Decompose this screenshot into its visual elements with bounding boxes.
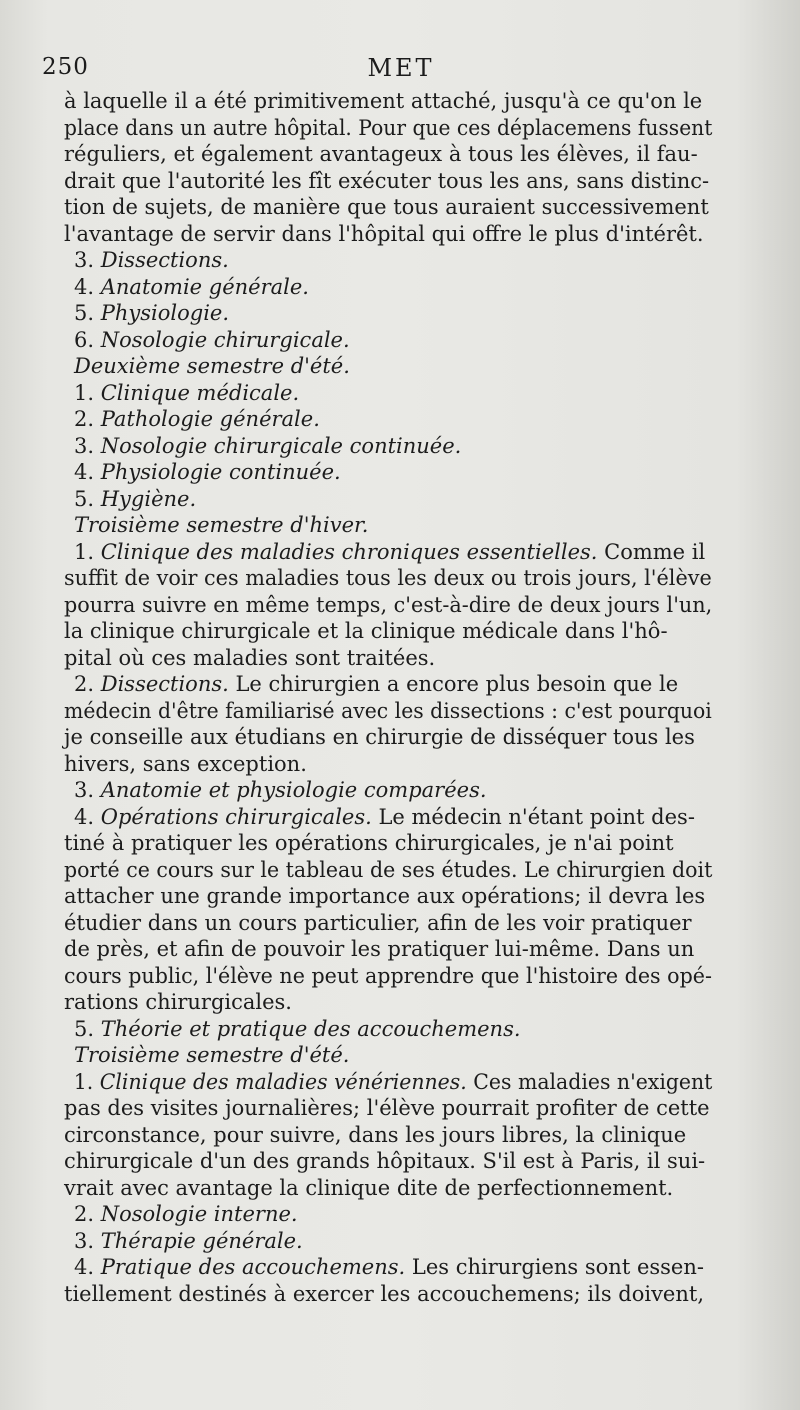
text-line: médecin d'être familiarisé avec les dissections : c'est pourquoi bbox=[64, 698, 712, 723]
item-title: Pathologie générale. bbox=[100, 407, 320, 431]
item-number: 4. bbox=[74, 1255, 95, 1279]
semester-heading: Troisième semestre d'hiver. bbox=[74, 513, 369, 537]
course-item bbox=[64, 486, 712, 513]
text-line: tiné à pratiquer les opérations chirurgicales, je n'ai point bbox=[64, 831, 674, 855]
item-number: 4. bbox=[74, 804, 95, 829]
item-number: 1. bbox=[73, 1069, 94, 1094]
text-line: la clinique chirurgicale et la clinique médicale dans l'hô- bbox=[64, 619, 668, 643]
text-line: place dans un autre hôpital. Pour que ces déplacemens fussent bbox=[64, 115, 713, 140]
course-item bbox=[64, 539, 712, 566]
semester-heading: Deuxième semestre d'été. bbox=[74, 354, 350, 378]
course-item bbox=[64, 300, 712, 327]
course-item bbox=[64, 671, 712, 698]
text-line: de près, et afin de pouvoir les pratiquer lui-même. Dans un bbox=[64, 937, 695, 961]
running-head: MET bbox=[367, 54, 435, 82]
text-line: hivers, sans exception. bbox=[64, 751, 307, 776]
text-line: l'avantage de servir dans l'hôpital qui offre le plus d'intérêt. bbox=[64, 221, 704, 246]
text-line: étudier dans un cours particulier, afin de les voir pratiquer bbox=[64, 910, 692, 935]
item-number: 3. bbox=[74, 1228, 95, 1253]
text-line: à laquelle il a été primitivement attaché, jusqu'à ce qu'on le bbox=[64, 89, 703, 113]
item-title: Thérapie générale. bbox=[100, 1228, 303, 1253]
course-item bbox=[64, 459, 712, 486]
item-number: 3. bbox=[74, 248, 95, 272]
item-title: Anatomie générale. bbox=[100, 274, 309, 299]
text-line: chirurgicale d'un des grands hôpitaux. S'il est à Paris, il sui- bbox=[64, 1149, 706, 1173]
item-title: Dissections. bbox=[100, 248, 229, 272]
item-number: 3. bbox=[74, 778, 95, 802]
course-item bbox=[64, 380, 712, 407]
course-item bbox=[64, 1254, 712, 1281]
text-line: je conseille aux étudians en chirurgie de disséquer tous les bbox=[64, 725, 695, 749]
item-title: Physiologie continuée. bbox=[100, 460, 341, 484]
text-line: cours public, l'élève ne peut apprendre que l'histoire des opé- bbox=[64, 963, 712, 988]
body-text bbox=[64, 88, 712, 1307]
semester-heading: Troisième semestre d'été. bbox=[74, 1043, 350, 1067]
item-title: Pratique des accouchemens. bbox=[100, 1255, 406, 1279]
item-title: Dissections. bbox=[100, 672, 229, 696]
item-title: Physiologie. bbox=[100, 301, 230, 325]
course-item bbox=[64, 406, 712, 433]
text-line: vrait avec avantage la clinique dite de perfectionnement. bbox=[64, 1175, 674, 1200]
page-header bbox=[42, 54, 760, 88]
item-number: 1. bbox=[74, 380, 95, 405]
text-line: attacher une grande importance aux opérations; il devra les bbox=[64, 884, 706, 908]
text-line: drait que l'autorité les fît exécuter tous les ans, sans distinc- bbox=[64, 168, 710, 193]
text-line: réguliers, et également avantageux à tous les élèves, il fau- bbox=[64, 142, 698, 166]
item-text: Ces maladies n'exigent bbox=[466, 1069, 713, 1094]
item-title: Opérations chirurgicales. bbox=[100, 804, 372, 829]
course-item bbox=[64, 777, 712, 804]
text-line: porté ce cours sur le tableau de ses études. Le chirurgien doit bbox=[64, 857, 713, 882]
item-number: 2. bbox=[74, 407, 95, 431]
course-item bbox=[64, 1016, 712, 1043]
course-item bbox=[64, 433, 712, 460]
text-line: pital où ces maladies sont traitées. bbox=[64, 645, 436, 670]
item-number: 1. bbox=[74, 539, 95, 564]
item-text: Comme il bbox=[597, 539, 706, 564]
item-title: Clinique médicale. bbox=[100, 380, 300, 405]
item-number: 5. bbox=[74, 1016, 95, 1041]
course-item bbox=[64, 327, 712, 354]
item-number: 5. bbox=[74, 301, 95, 325]
item-text: Le chirurgien a encore plus besoin que le bbox=[228, 672, 679, 696]
text-line: circonstance, pour suivre, dans les jours libres, la clinique bbox=[64, 1122, 687, 1147]
page-number: 250 bbox=[42, 54, 89, 80]
text-line: pourra suivre en même temps, c'est-à-dire de deux jours l'un, bbox=[64, 592, 713, 617]
text-line: tiellement destinés à exercer les accouchemens; ils doivent, bbox=[64, 1281, 704, 1306]
item-title: Nosologie chirurgicale continuée. bbox=[100, 433, 462, 458]
item-number: 2. bbox=[74, 672, 95, 696]
item-title: Nosologie chirurgicale. bbox=[100, 327, 350, 352]
course-item bbox=[64, 247, 712, 274]
course-item bbox=[64, 274, 712, 301]
course-item bbox=[64, 1069, 713, 1096]
text-line: pas des visites journalières; l'élève pourrait profiter de cette bbox=[64, 1096, 710, 1120]
course-item bbox=[64, 1228, 712, 1255]
item-title: Nosologie interne. bbox=[100, 1202, 298, 1226]
item-number: 5. bbox=[74, 486, 95, 511]
item-title: Hygiène. bbox=[100, 486, 197, 511]
text-line: suffit de voir ces maladies tous les deux ou trois jours, l'élève bbox=[64, 566, 712, 590]
item-title: Clinique des maladies vénériennes. bbox=[99, 1069, 467, 1094]
item-title: Théorie et pratique des accouchemens. bbox=[100, 1016, 521, 1041]
text-line: tion de sujets, de manière que tous auraient successivement bbox=[64, 195, 709, 219]
item-text: Les chirurgiens sont essen- bbox=[405, 1255, 704, 1279]
text-line: rations chirurgicales. bbox=[64, 990, 292, 1014]
item-number: 4. bbox=[74, 274, 95, 299]
item-text: Le médecin n'étant point des- bbox=[371, 804, 695, 829]
item-number: 4. bbox=[74, 460, 95, 484]
item-number: 2. bbox=[74, 1202, 95, 1226]
item-title: Clinique des maladies chroniques essentielles. bbox=[100, 539, 598, 564]
item-number: 3. bbox=[74, 433, 95, 458]
item-title: Anatomie et physiologie comparées. bbox=[100, 778, 487, 802]
course-item bbox=[64, 1201, 712, 1228]
item-number: 6. bbox=[74, 327, 95, 352]
course-item bbox=[64, 804, 712, 831]
